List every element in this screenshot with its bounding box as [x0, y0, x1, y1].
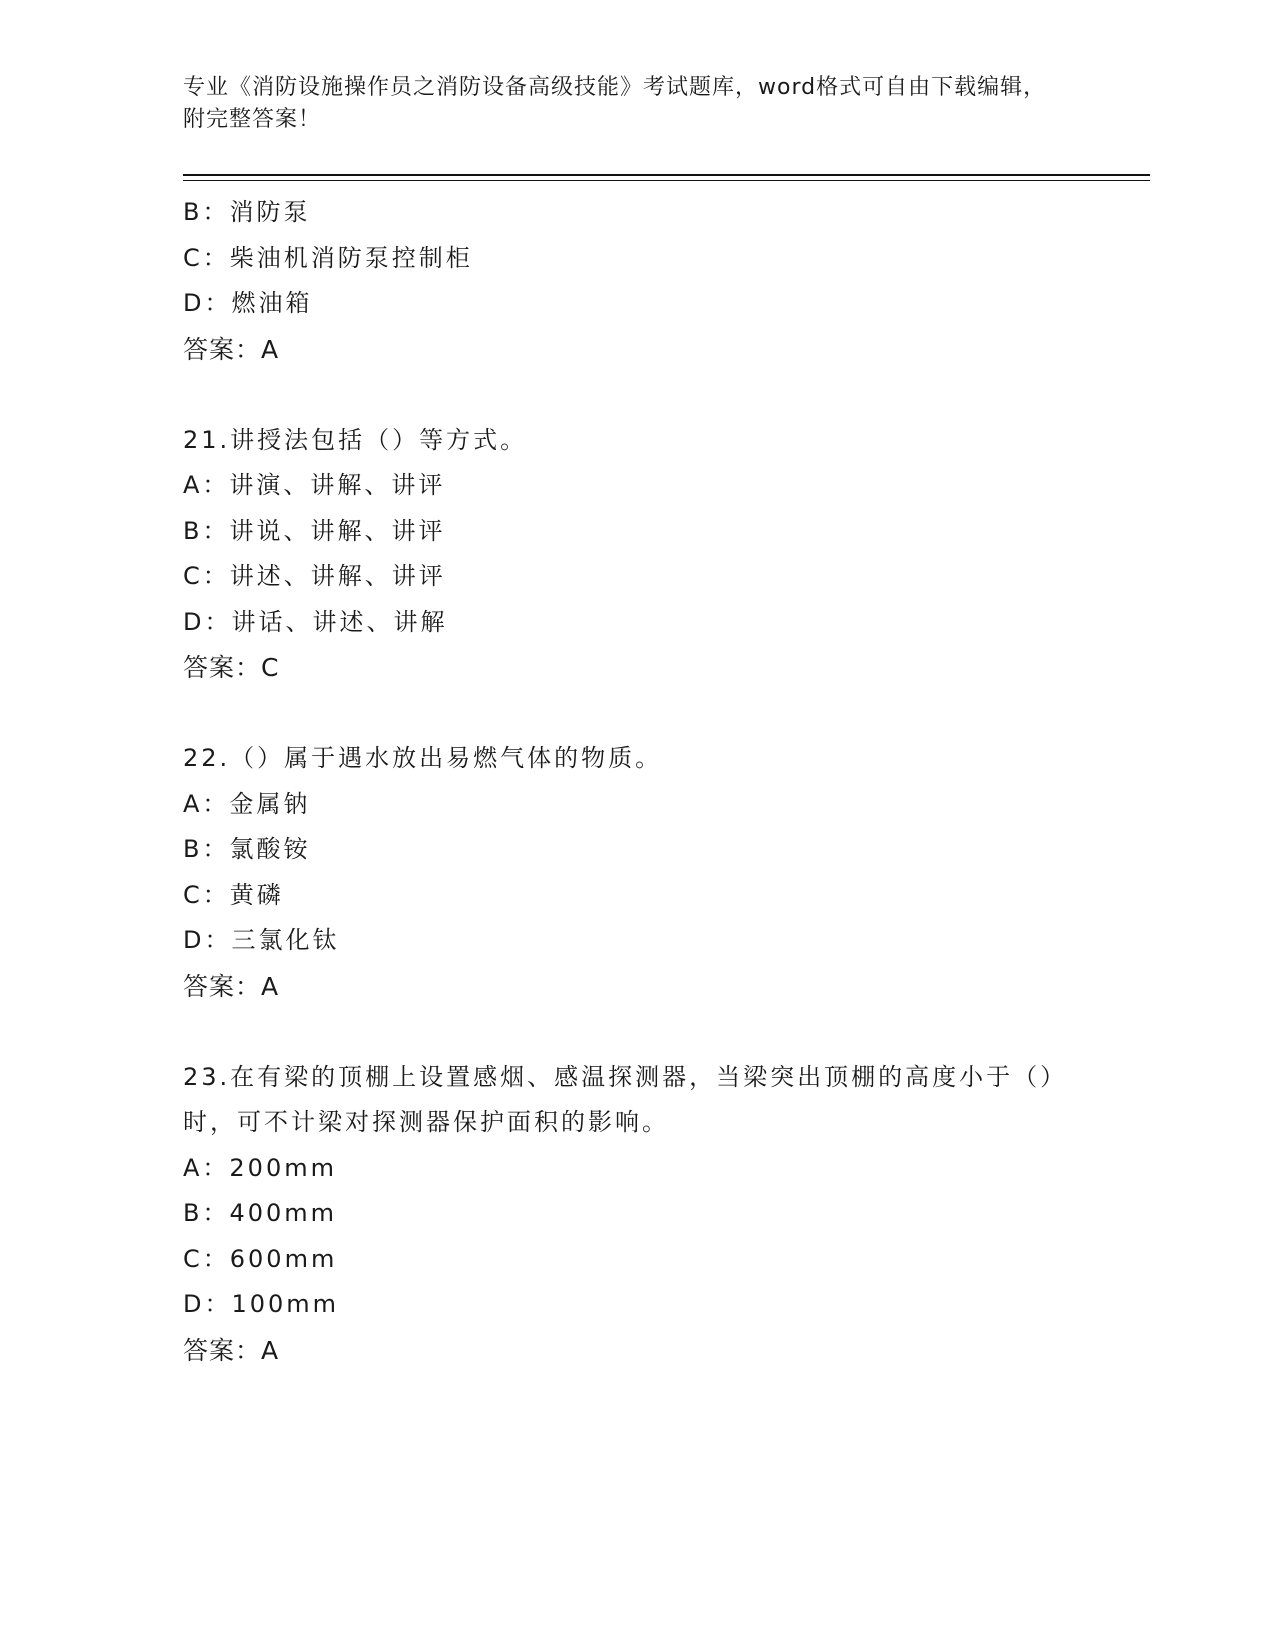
question-stem: 21.讲授法包括（）等方式。 [183, 425, 528, 454]
question-22 [183, 736, 1083, 1009]
answer-line: 答案：A [183, 971, 280, 1001]
option-c: C：黄磷 [183, 880, 284, 909]
question-23 [183, 1055, 1083, 1374]
option-d: D：三氯化钛 [183, 926, 340, 954]
question-stem: 22.（）属于遇水放出易燃气体的物质。 [183, 744, 663, 772]
continued-question [183, 190, 1083, 372]
option-d: D：燃油箱 [183, 289, 313, 317]
header-divider-thin [183, 180, 1150, 181]
option-b: B：氯酸铵 [183, 835, 311, 863]
option-a: A：200mm [183, 1153, 337, 1182]
option-d: D：100mm [183, 1290, 340, 1318]
question-21 [183, 418, 1083, 691]
option-a: A：金属钠 [183, 789, 311, 818]
option-b: B：消防泵 [183, 198, 311, 226]
option-c: C：柴油机消防泵控制柜 [183, 243, 473, 272]
option-c: C：600mm [183, 1244, 338, 1273]
question-stem: 23.在有梁的顶棚上设置感烟、感温探测器，当梁突出顶棚的高度小于（）时，可不计梁对探测器保护面积的影响。 [183, 1062, 1068, 1136]
option-b: B：400mm [183, 1199, 338, 1227]
answer-line: 答案：A [183, 334, 280, 364]
option-c: C：讲述、讲解、讲评 [183, 562, 446, 590]
document-header: 专业《消防设施操作员之消防设备高级技能》考试题库，word格式可自由下载编辑，附完整答案！ [183, 75, 1047, 132]
answer-line: 答案：C [183, 653, 280, 682]
option-a: A：讲演、讲解、讲评 [183, 471, 446, 499]
header-divider-thick [183, 174, 1150, 176]
answer-line: 答案：A [183, 1335, 280, 1365]
option-b: B：讲说、讲解、讲评 [183, 516, 446, 545]
question-list [183, 190, 1083, 1373]
option-d: D：讲话、讲述、讲解 [183, 607, 448, 636]
